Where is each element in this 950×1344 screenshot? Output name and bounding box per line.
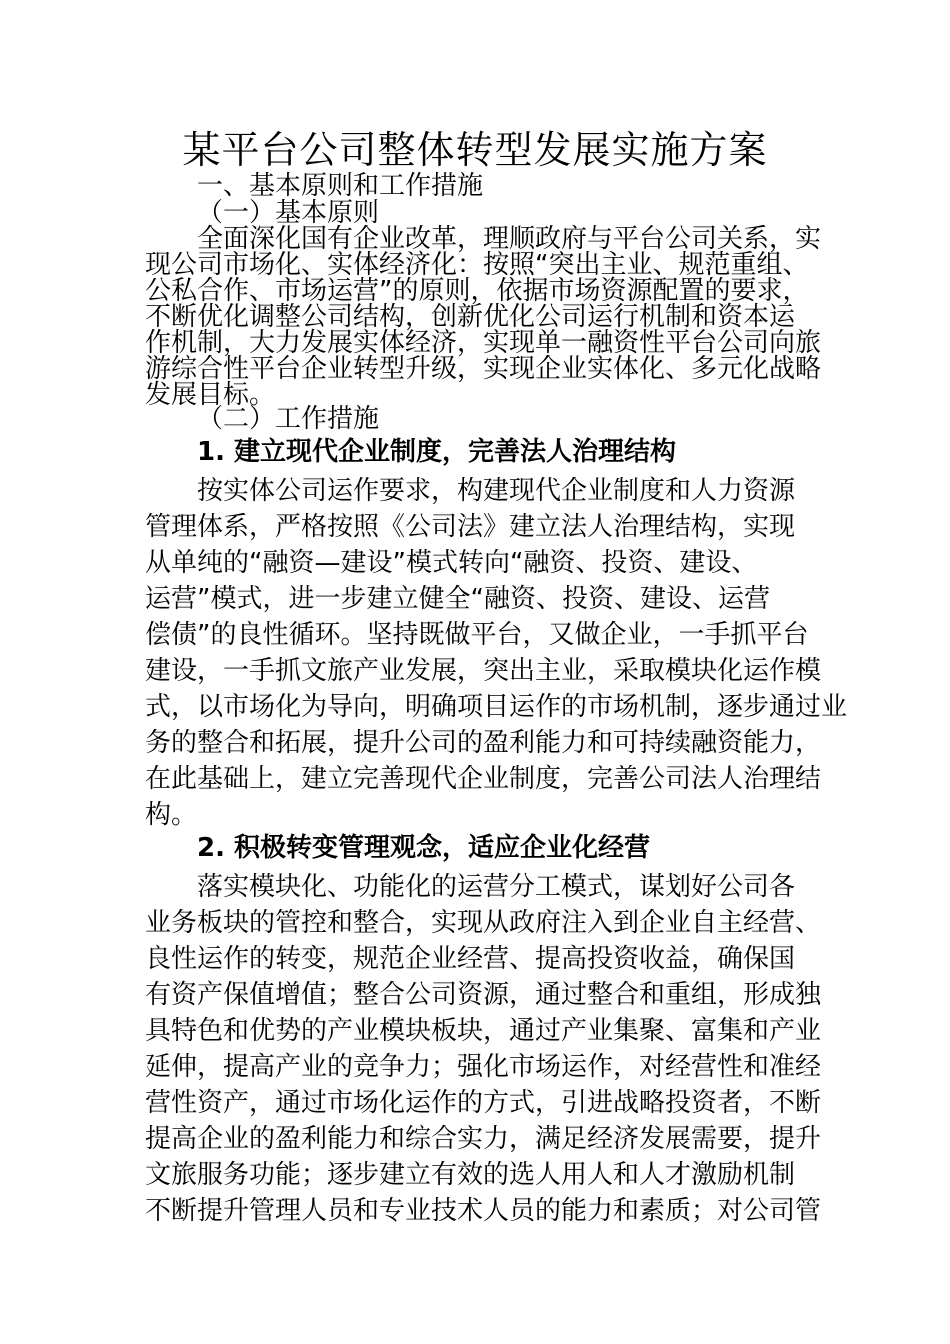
paragraph-line: 偿债”的良性循环。坚持既做平台，又做企业，一手抓平台 xyxy=(145,620,809,650)
paragraph-line: 不断优化调整公司结构，创新优化公司运行机制和资本运 xyxy=(145,302,796,332)
paragraph-line: 提高企业的盈利能力和综合实力，满足经济发展需要，提升 xyxy=(145,1124,822,1154)
paragraph-line: 全面深化国有企业改革，理顺政府与平台公司关系，实 xyxy=(197,224,822,254)
paragraph-line: 在此基础上，建立完善现代企业制度，完善公司法人治理结 xyxy=(145,764,822,794)
paragraph-line: 公私合作、市场运营”的原则，依据市场资源配置的要求， xyxy=(145,276,809,306)
subsection-heading: （一）基本原则 xyxy=(197,198,380,228)
paragraph-line: 良性运作的转变，规范企业经营、提高投资收益，确保国 xyxy=(145,944,796,974)
paragraph-line: 作机制，大力发展实体经济，实现单一融资性平台公司向旅 xyxy=(145,328,822,358)
measure-heading: 2. 积极转变管理观念，适应企业化经营 xyxy=(197,833,651,863)
paragraph-line: 建设，一手抓文旅产业发展，突出主业，采取模块化运作模 xyxy=(145,656,822,686)
paragraph-line: 按实体公司运作要求，构建现代企业制度和人力资源 xyxy=(197,476,796,506)
subsection-heading: （二）工作措施 xyxy=(197,404,380,434)
paragraph-line: 不断提升管理人员和专业技术人员的能力和素质；对公司管 xyxy=(145,1196,822,1226)
paragraph-line: 游综合性平台企业转型升级，实现企业实体化、多元化战略 xyxy=(145,354,822,384)
paragraph-line: 管理体系，严格按照《公司法》建立法人治理结构，实现 xyxy=(145,512,796,542)
paragraph-line: 营性资产，通过市场化运作的方式，引进战略投资者，不断 xyxy=(145,1088,822,1118)
paragraph-line: 从单纯的“融资—建设”模式转向“融资、投资、建设、 xyxy=(145,548,758,578)
section-heading: 一、基本原则和工作措施 xyxy=(197,171,484,201)
paragraph-line: 运营”模式，进一步建立健全“融资、投资、建设、运营 xyxy=(145,584,770,614)
paragraph-line: 发展目标。 xyxy=(145,380,276,410)
paragraph-line: 具特色和优势的产业模块板块，通过产业集聚、富集和产业 xyxy=(145,1016,822,1046)
document-title: 某平台公司整体转型发展实施方案 xyxy=(182,128,768,172)
paragraph-line: 延伸，提高产业的竞争力；强化市场运作，对经营性和准经 xyxy=(145,1052,822,1082)
paragraph-line: 现公司市场化、实体经济化：按照“突出主业、规范重组、 xyxy=(145,250,809,280)
paragraph-line: 式，以市场化为导向，明确项目运作的市场机制，逐步通过业 xyxy=(145,692,848,722)
paragraph-line: 文旅服务功能；逐步建立有效的选人用人和人才激励机制 xyxy=(145,1160,796,1190)
paragraph-line: 构。 xyxy=(145,800,198,830)
measure-heading: 1. 建立现代企业制度，完善法人治理结构 xyxy=(197,437,677,467)
paragraph-line: 业务板块的管控和整合，实现从政府注入到企业自主经营、 xyxy=(145,908,822,938)
paragraph-line: 落实模块化、功能化的运营分工模式，谋划好公司各 xyxy=(197,872,796,902)
paragraph-line: 有资产保值增值；整合公司资源，通过整合和重组，形成独 xyxy=(145,980,822,1010)
paragraph-line: 务的整合和拓展，提升公司的盈利能力和可持续融资能力， xyxy=(145,728,822,758)
